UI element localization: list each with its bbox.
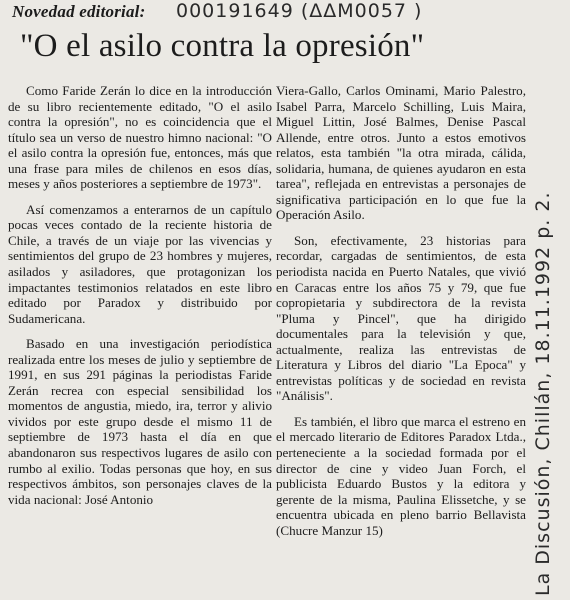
paragraph: Así comenzamos a enterarnos de un capítulo pocas veces contado de la reciente historia de Chile, a través de un viaje por las vivencias y sentimientos del grupo de 23 hombres y mujeres, asilados y asiladores, que protagonizan los impactantes testimonios relatados en este libro editado por Paradox y distribuido por Sudamericana. — [8, 201, 272, 326]
headline: "O el asilo contra la opresión" — [20, 28, 425, 64]
kicker: Novedad editorial: — [12, 2, 146, 21]
paragraph: Es también, el libro que marca el estreno en el mercado literario de Editores Paradox Ltda., perteneciente a la sociedad formada por el director de cine y video Juan Forch, el publicista Eduardo Bustos y la editora y gerente de la misma, Paulina Elissetche, y se encuentra ubicada en pleno barrio Bellavista (Chucre Manzur 15) — [276, 413, 526, 538]
paragraph: Viera-Gallo, Carlos Ominami, Mario Palestro, Isabel Parra, Marcelo Schilling, Luis Maira, Miguel Littin, José Balmes, Denise Pascal Allende, entre otros. Junto a estos emotivos relatos, esta también "la otra mirada, cálida, solidaria, humana, de quienes ayudaron en esta tarea", reflejada en entrevistas a personajes de significativa participación en lo que fue la Operación Asilo. — [276, 83, 526, 223]
paragraph: Como Faride Zerán lo dice en la introducción de su libro recientemente editado, "O el asilo contra la opresión", no es coincidencia que el título sea un verso de nuestro himno nacional: "O el asilo contra la opresión fue, entonces, más que una frase para miles de chilenos en esos días, meses y años posteriores a septiembre de 1973". — [8, 83, 272, 192]
left-column — [8, 83, 272, 507]
paragraph: Son, efectivamente, 23 historias para recordar, cargadas de sentimientos, de esta periodista nacida en Puerto Natales, que vivió en Caracas entre los años 75 y 79, que fue copropietaria y subdirectora de la revista "Pluma y Pincel", que ha dirigido documentales para la televisión y que, actualmente, realiza las entrevistas de Literatura y Libros del diario "La Epoca" y entrevistas políticas y de sociedad en revista "Análisis". — [276, 232, 526, 404]
handwritten-source-note: La Discusión, Chillán, 18.11.1992 p. 2. — [532, 191, 554, 596]
handwritten-archive-code: 000191649 (ΔΔM0057 ) — [176, 0, 423, 22]
paragraph: Basado en una investigación periodística realizada entre los meses de julio y septiembre de 1991, en sus 291 páginas la periodistas Faride Zerán recrea con especial sensibilidad los momentos de angustia, miedo, ira, terror y alivio vividos por este grupo desde el mismo 11 de septiembre de 1973 hasta el día en que abandonaron sus respectivos lugares de asilo con rumbo al exilio. Todas personas que hoy, en sus respectivos ámbitos, son personajes claves de la vida nacional: José Antonio — [8, 336, 272, 507]
right-column — [276, 83, 526, 538]
